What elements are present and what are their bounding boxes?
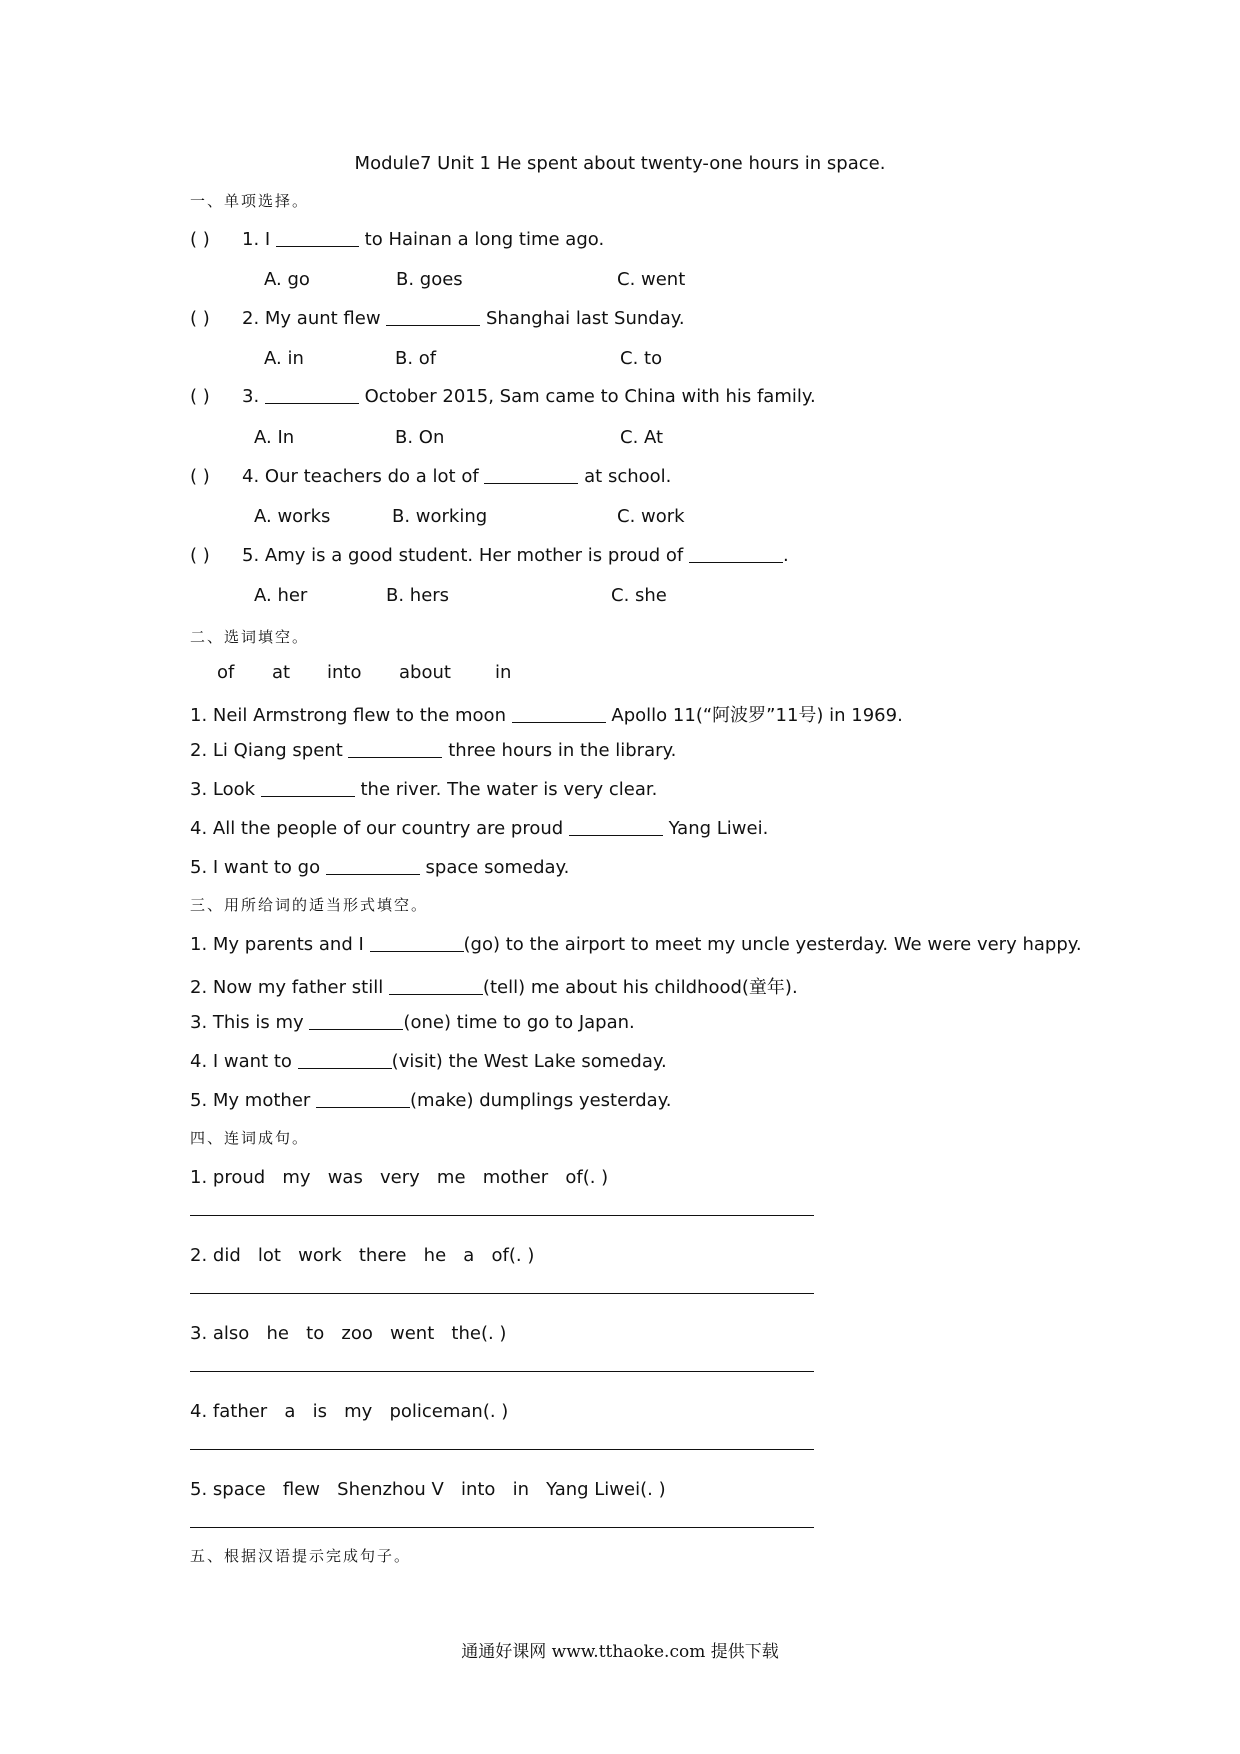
answer-paren: ( ) xyxy=(190,545,210,566)
answer-paren: ( ) xyxy=(190,386,210,407)
mc-question-2: ( ) 2. My aunt flew Shanghai last Sunday. xyxy=(190,308,685,329)
answer-line xyxy=(190,1215,814,1216)
fill-question-5: 5. I want to go space someday. xyxy=(190,857,570,878)
word-bank-item: of xyxy=(217,662,235,683)
answer-paren: ( ) xyxy=(190,466,210,487)
answer-blank xyxy=(261,780,355,797)
answer-paren: ( ) xyxy=(190,229,210,250)
section-heading-3: 三、用所给词的适当形式填空。 xyxy=(190,896,429,914)
fill-question-4: 4. All the people of our country are proud Yang Liwei. xyxy=(190,818,769,839)
answer-blank xyxy=(265,387,359,404)
word-bank-item: into xyxy=(327,662,362,683)
mc-2-option-a: A. in xyxy=(264,348,304,369)
section-heading-1: 一、单项选择。 xyxy=(190,192,310,210)
fill-question-3: 3. Look the river. The water is very clear. xyxy=(190,779,658,800)
answer-paren: ( ) xyxy=(190,308,210,329)
mc-3-option-b: B. On xyxy=(395,427,445,448)
answer-blank xyxy=(276,230,359,247)
answer-line xyxy=(190,1371,814,1372)
word-bank-item: at xyxy=(272,662,291,683)
answer-blank xyxy=(370,935,464,952)
word-bank-item: in xyxy=(495,662,512,683)
reorder-question-5: 5. space flew Shenzhou V into in Yang Liwei(. ) xyxy=(190,1479,666,1500)
reorder-question-1: 1. proud my was very me mother of(. ) xyxy=(190,1167,609,1188)
section-heading-5: 五、根据汉语提示完成句子。 xyxy=(190,1547,412,1565)
mc-5-option-a: A. her xyxy=(254,585,308,606)
mc-4-option-a: A. works xyxy=(254,506,331,527)
mc-question-5: ( ) 5. Amy is a good student. Her mother is proud of . xyxy=(190,545,789,566)
mc-question-1: ( ) 1. I to Hainan a long time ago. xyxy=(190,229,605,250)
answer-blank xyxy=(326,858,420,875)
answer-line xyxy=(190,1293,814,1294)
reorder-question-4: 4. father a is my policeman(. ) xyxy=(190,1401,509,1422)
form-question-3: 3. This is my (one) time to go to Japan. xyxy=(190,1012,635,1033)
form-question-1: 1. My parents and I (go) to the airport to meet my uncle yesterday. We were very happy. xyxy=(190,934,1082,955)
mc-5-option-c: C. she xyxy=(611,585,667,606)
word-bank-item: about xyxy=(399,662,451,683)
fill-question-1: 1. Neil Armstrong flew to the moon Apollo 11(“阿波罗”11号) in 1969. xyxy=(190,705,903,726)
answer-blank xyxy=(689,546,783,563)
mc-2-option-b: B. of xyxy=(395,348,437,369)
answer-blank xyxy=(512,706,606,723)
reorder-question-2: 2. did lot work there he a of(. ) xyxy=(190,1245,535,1266)
form-question-5: 5. My mother (make) dumplings yesterday. xyxy=(190,1090,672,1111)
reorder-question-3: 3. also he to zoo went the(. ) xyxy=(190,1323,507,1344)
page-title: Module7 Unit 1 He spent about twenty-one hours in space. xyxy=(354,153,886,174)
section-heading-2: 二、选词填空。 xyxy=(190,628,310,646)
form-question-2: 2. Now my father still (tell) me about his childhood(童年). xyxy=(190,977,798,998)
mc-1-option-a: A. go xyxy=(264,269,310,290)
mc-1-option-b: B. goes xyxy=(396,269,463,290)
mc-3-option-c: C. At xyxy=(620,427,664,448)
form-question-4: 4. I want to (visit) the West Lake someday. xyxy=(190,1051,667,1072)
page-footer: 通通好课网 www.tthaoke.com 提供下载 xyxy=(461,1642,779,1662)
mc-4-option-b: B. working xyxy=(392,506,488,527)
answer-blank xyxy=(569,819,663,836)
mc-3-option-a: A. In xyxy=(254,427,295,448)
answer-line xyxy=(190,1449,814,1450)
mc-question-3: ( ) 3. October 2015, Sam came to China with his family. xyxy=(190,386,816,407)
mc-question-4: ( ) 4. Our teachers do a lot of at school. xyxy=(190,466,672,487)
answer-blank xyxy=(348,741,442,758)
word-bank xyxy=(217,662,525,683)
answer-line xyxy=(190,1527,814,1528)
answer-blank xyxy=(298,1052,392,1069)
mc-1-option-c: C. went xyxy=(617,269,686,290)
answer-blank xyxy=(484,467,578,484)
answer-blank xyxy=(316,1091,410,1108)
section-heading-4: 四、连词成句。 xyxy=(190,1129,310,1147)
fill-question-2: 2. Li Qiang spent three hours in the library. xyxy=(190,740,677,761)
answer-blank xyxy=(389,978,483,995)
answer-blank xyxy=(309,1013,403,1030)
mc-2-option-c: C. to xyxy=(620,348,663,369)
mc-4-option-c: C. work xyxy=(617,506,685,527)
mc-5-option-b: B. hers xyxy=(386,585,450,606)
answer-blank xyxy=(386,309,480,326)
